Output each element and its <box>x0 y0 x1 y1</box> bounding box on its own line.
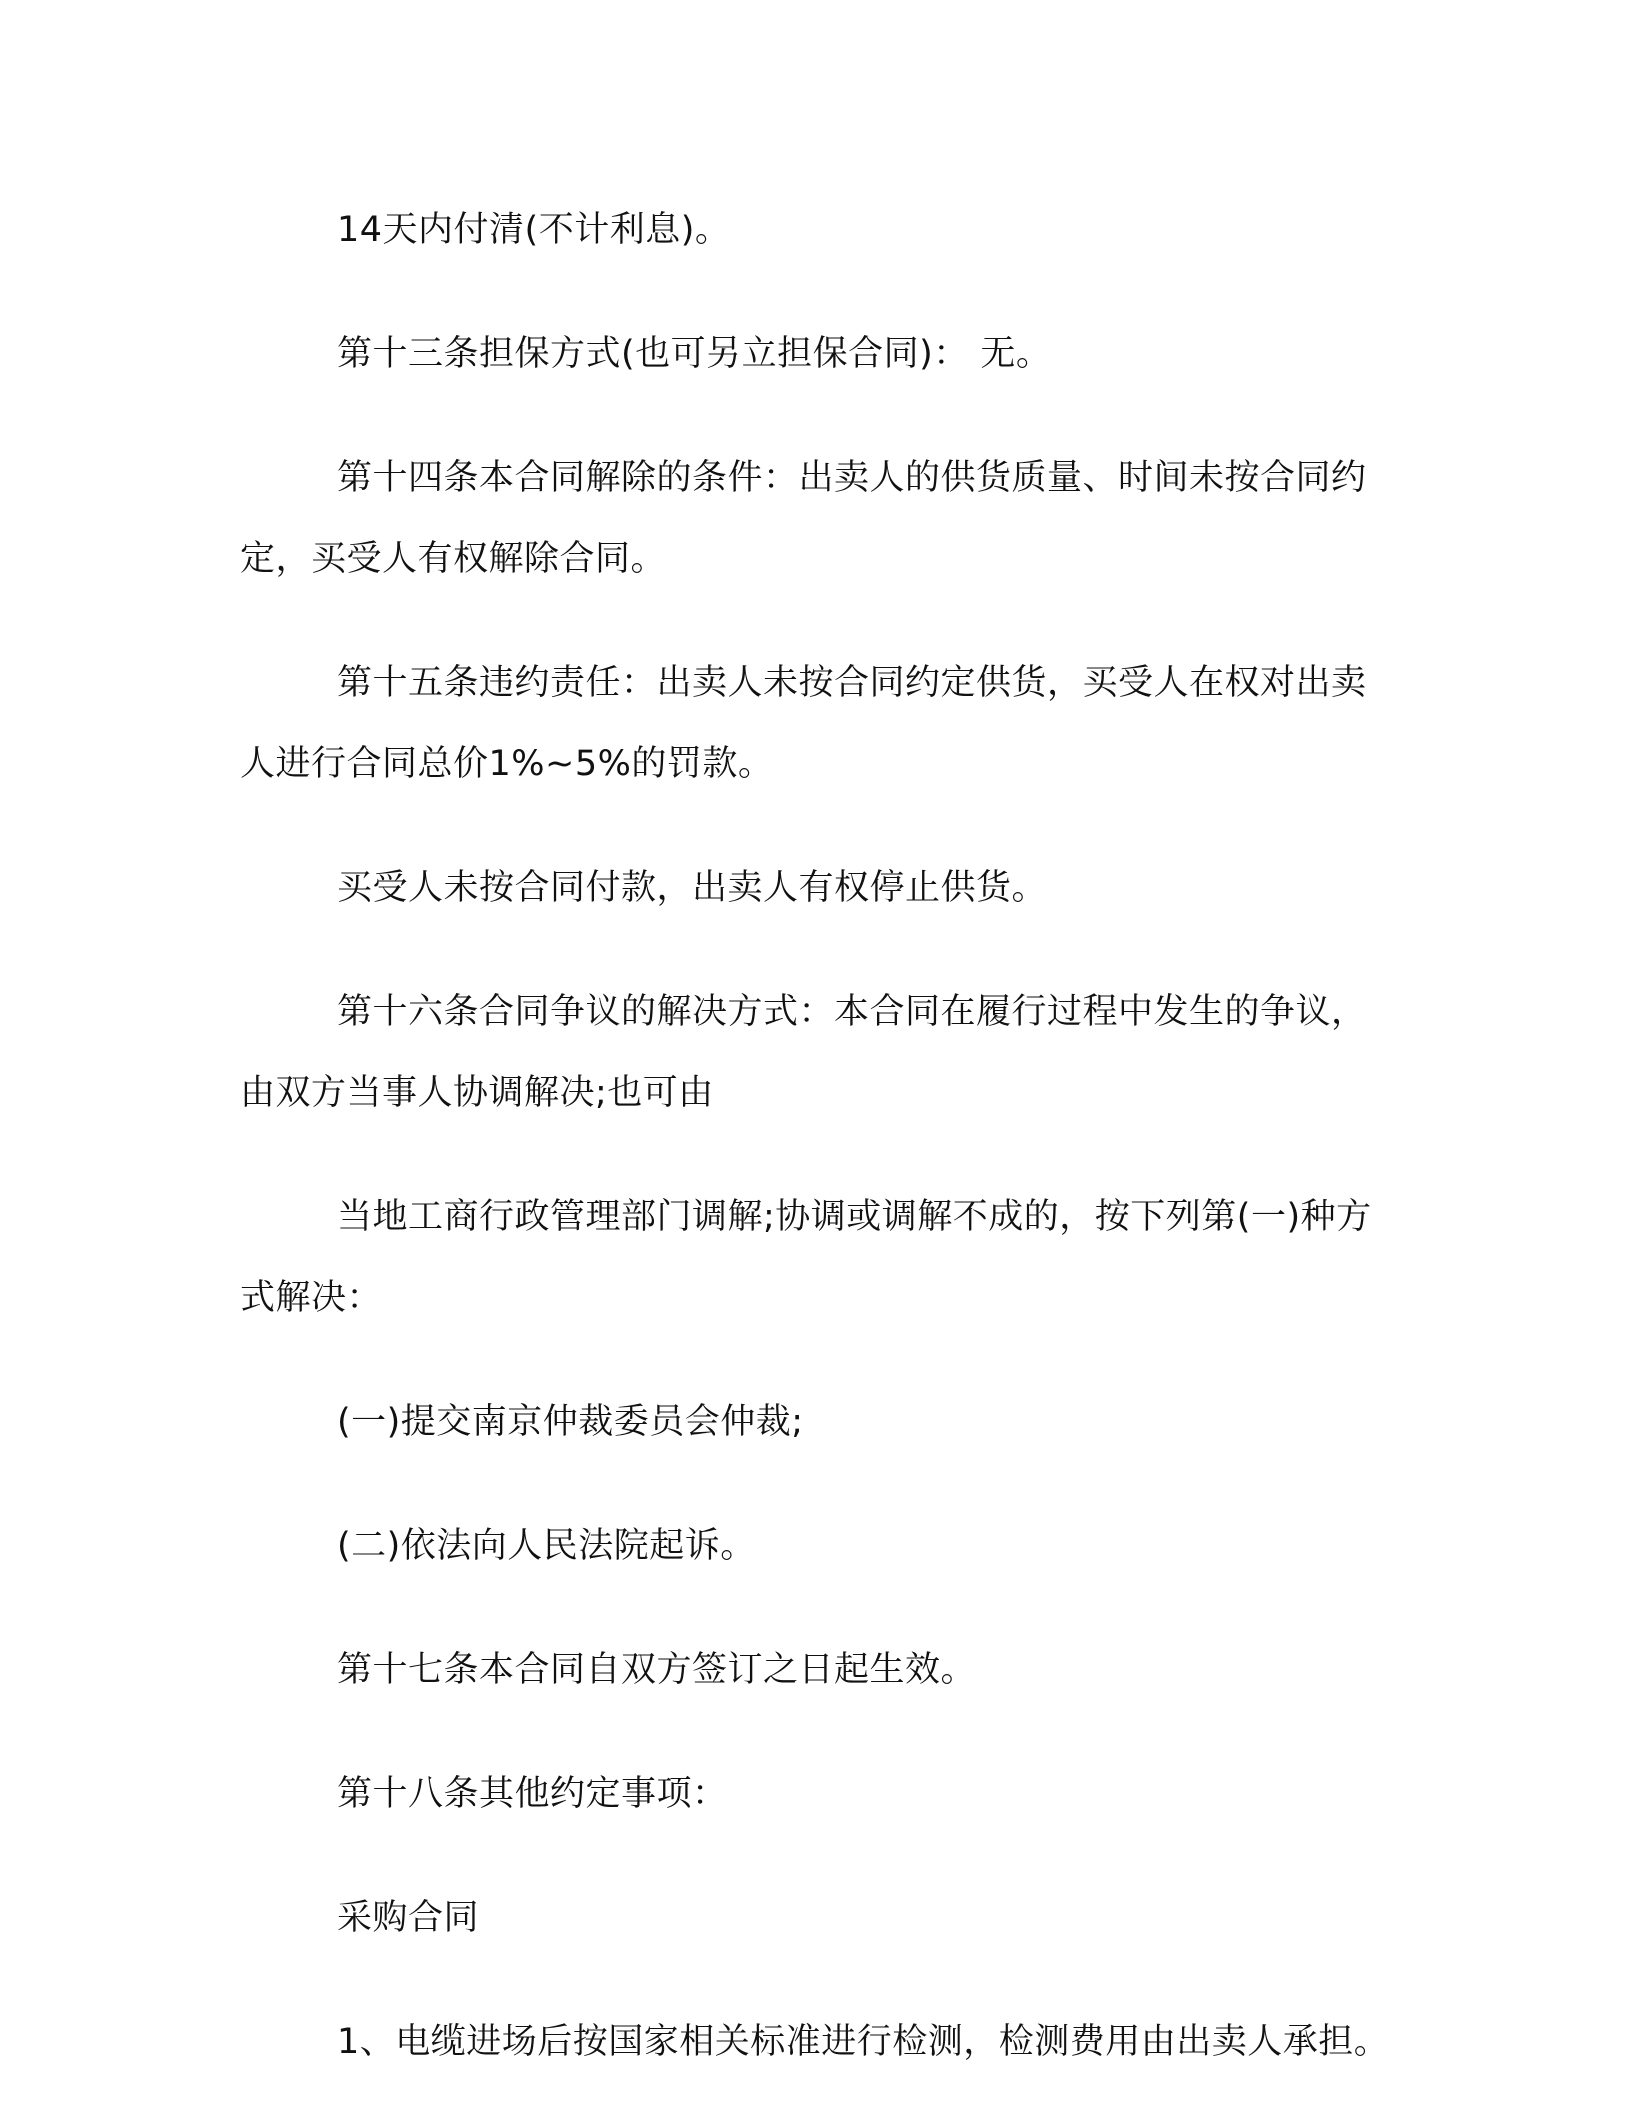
paragraph-article-17: 第十七条本合同自双方签订之日起生效。 <box>337 1650 977 1690</box>
paragraph-item-1: 1、电缆进场后按国家相关标准进行检测，检测费用由出卖人承担。 <box>337 2022 1390 2062</box>
paragraph-article-15-buyer: 买受人未按合同付款，出卖人有权停止供货。 <box>337 868 1048 908</box>
paragraph-heading-procurement: 采购合同 <box>337 1898 480 1938</box>
paragraph-payment-term: 14天内付清(不计利息)。 <box>337 210 731 250</box>
paragraph-article-18: 第十八条其他约定事项： <box>337 1774 728 1814</box>
paragraph-article-15: 第十五条违约责任：出卖人未按合同约定供货，买受人在权对出卖人进行合同总价1%~5%的罚款。 <box>240 663 1367 784</box>
document-body <box>240 190 1392 2126</box>
paragraph-article-16-mediation: 当地工商行政管理部门调解;协调或调解不成的，按下列第(一)种方式解决： <box>240 1197 1372 1318</box>
paragraph-article-16: 第十六条合同争议的解决方式：本合同在履行过程中发生的争议，由双方当事人协调解决;也可由 <box>240 992 1367 1113</box>
paragraph-option-lawsuit: (二)依法向人民法院起诉。 <box>337 1526 756 1566</box>
paragraph-option-arbitration: (一)提交南京仲裁委员会仲裁; <box>337 1402 804 1442</box>
paragraph-article-13: 第十三条担保方式(也可另立担保合同)： 无。 <box>337 334 1052 374</box>
paragraph-article-14: 第十四条本合同解除的条件：出卖人的供货质量、时间未按合同约定，买受人有权解除合同。 <box>240 458 1367 579</box>
